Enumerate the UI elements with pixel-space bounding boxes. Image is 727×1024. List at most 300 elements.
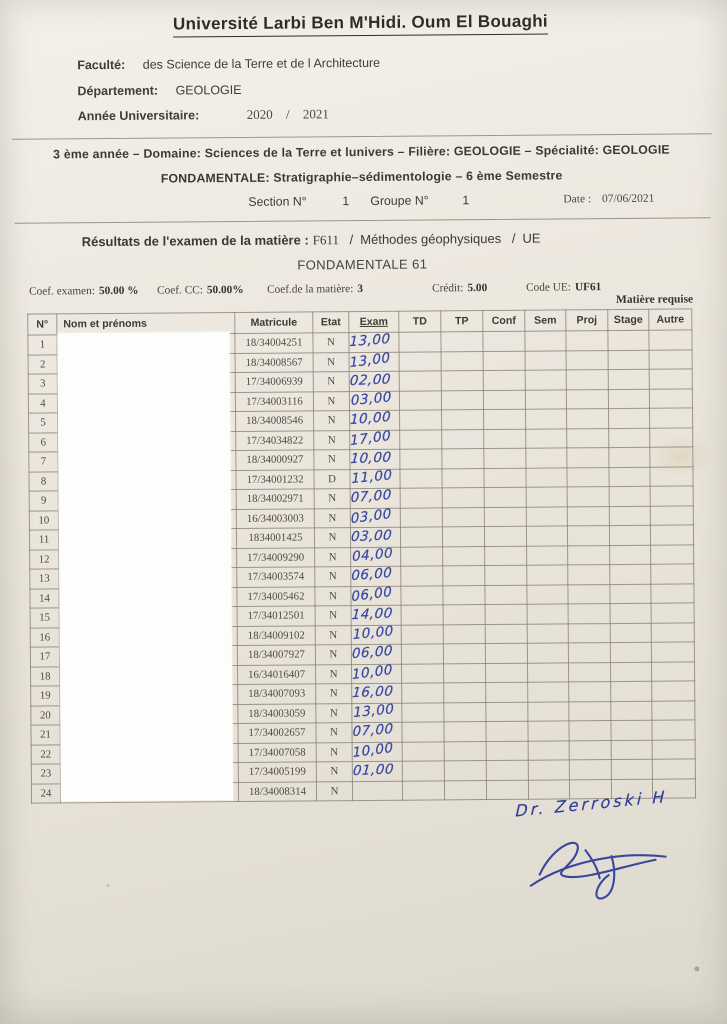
empty-cell <box>484 487 526 507</box>
empty-cell <box>608 369 649 389</box>
exam-mark-cell <box>349 349 399 372</box>
faculty-row <box>77 56 380 72</box>
row-number-cell-text: 14 <box>39 592 50 605</box>
empty-cell <box>401 585 443 605</box>
empty-cell <box>444 761 486 781</box>
empty-cell <box>566 350 608 370</box>
empty-cell <box>484 468 526 488</box>
empty-cell <box>608 350 649 370</box>
etat-cell-text: N <box>328 550 337 564</box>
matricule-cell-text: 17/34006939 <box>245 375 303 389</box>
empty-cell <box>567 487 609 507</box>
empty-cell <box>650 486 693 506</box>
exam-mark-cell-text: 10,00 <box>349 409 392 429</box>
coef-cc-label: Coef. CC: <box>157 284 203 297</box>
matricule-cell <box>237 586 315 606</box>
matricule-cell-text: 18/34003059 <box>248 707 306 720</box>
matricule-cell <box>238 781 316 801</box>
empty-cell <box>400 449 442 469</box>
row-number-cell-text: 23 <box>40 767 52 780</box>
empty-cell <box>611 701 652 721</box>
matricule-cell <box>236 489 314 509</box>
empty-cell <box>484 429 526 449</box>
column-header <box>566 310 608 331</box>
empty-cell <box>444 780 486 800</box>
row-number-cell <box>31 744 60 764</box>
matricule-cell-text: 18/34008567 <box>245 356 303 369</box>
matricule-cell-text: 17/34003574 <box>247 570 305 584</box>
empty-cell <box>483 331 525 351</box>
etat-cell <box>316 684 352 704</box>
row-number-cell <box>29 530 58 550</box>
matricule-cell <box>237 547 315 567</box>
matricule-cell <box>238 703 316 723</box>
credit <box>432 282 487 294</box>
exam-mark-cell <box>350 466 400 489</box>
etat-cell <box>315 625 351 645</box>
row-number-cell <box>31 686 60 706</box>
etat-cell <box>314 430 350 450</box>
empty-cell <box>441 351 483 371</box>
column-header-label: Matricule <box>250 316 298 329</box>
coef-cc <box>157 284 244 297</box>
etat-cell-text: N <box>330 745 339 759</box>
coef-matiere-label: Coef.de la matière: <box>267 283 354 296</box>
signature-scribble <box>525 828 678 909</box>
empty-cell <box>443 605 485 625</box>
empty-cell <box>484 409 526 429</box>
matricule-cell <box>238 742 316 762</box>
empty-cell <box>609 447 650 467</box>
empty-cell <box>566 331 608 351</box>
row-number-cell <box>31 666 60 686</box>
empty-cell <box>444 683 486 703</box>
row-number-cell <box>31 705 60 725</box>
exam-mark-cell <box>352 761 402 781</box>
empty-cell <box>568 643 610 663</box>
empty-cell <box>610 642 651 662</box>
empty-cell <box>566 370 608 390</box>
column-header-label: N° <box>36 318 49 331</box>
row-number-cell-text: 17 <box>39 650 51 663</box>
exam-mark-cell <box>351 566 401 586</box>
empty-cell <box>402 722 444 742</box>
row-number-cell <box>30 647 59 667</box>
empty-cell <box>610 545 651 565</box>
empty-cell <box>486 721 528 741</box>
empty-cell <box>528 682 569 702</box>
matricule-cell <box>237 645 315 665</box>
matricule-cell-text: 18/34002971 <box>246 492 304 506</box>
empty-cell <box>652 739 695 759</box>
etat-cell-text: N <box>328 511 337 525</box>
row-number-cell-text: 18 <box>39 670 51 683</box>
empty-cell <box>608 330 649 350</box>
empty-cell <box>526 487 567 507</box>
empty-cell <box>399 390 441 410</box>
row-number-cell-text: 21 <box>40 728 51 741</box>
etat-cell <box>315 645 351 665</box>
row-number-cell <box>31 764 60 784</box>
empty-cell <box>528 701 569 721</box>
empty-cell <box>485 624 527 644</box>
empty-cell <box>611 720 652 740</box>
etat-cell <box>316 742 352 762</box>
empty-cell <box>442 488 484 508</box>
section-label: Section N° <box>248 194 307 209</box>
date-value: 07/06/2021 <box>601 192 655 206</box>
exam-mark-cell <box>349 371 399 391</box>
empty-cell <box>483 351 525 371</box>
empty-cell <box>608 408 649 428</box>
empty-cell <box>441 390 483 410</box>
empty-cell <box>526 526 567 546</box>
etat-cell-text: N <box>327 453 336 466</box>
matricule-cell-text: 18/34004251 <box>245 336 303 350</box>
empty-cell <box>527 662 568 682</box>
etat-cell <box>313 333 349 353</box>
etat-cell-text: N <box>329 609 338 622</box>
empty-cell <box>527 604 568 624</box>
code-ue-label: Code UE: <box>526 281 571 294</box>
signature-name: Dr. Zerroski H <box>515 786 668 821</box>
row-number-cell-text: 7 <box>40 455 47 468</box>
empty-cell <box>611 681 652 701</box>
matricule-cell-text: 17/34003116 <box>246 395 303 408</box>
empty-cell <box>485 565 527 585</box>
matricule-cell <box>236 450 314 470</box>
column-header-label: TD <box>412 315 427 328</box>
etat-cell <box>315 547 351 567</box>
etat-cell-text: D <box>328 472 336 486</box>
section-value: 1 <box>342 194 350 209</box>
empty-cell <box>609 486 650 506</box>
year-row <box>78 106 329 124</box>
program-line-2: FONDAMENTALE: Stratigraphie–sédimentologie – 6 ème Semestre <box>160 168 563 186</box>
department-row <box>77 83 241 98</box>
empty-cell <box>527 623 568 643</box>
row-number-cell-text: 16 <box>39 631 51 644</box>
row-number-cell <box>31 783 60 803</box>
empty-cell <box>402 780 444 800</box>
empty-cell <box>527 545 568 565</box>
matricule-cell <box>238 723 316 743</box>
exam-mark-cell <box>351 605 401 625</box>
matiere-requise-note: Matière requise <box>615 293 694 307</box>
empty-cell <box>485 643 527 663</box>
subject-name: Méthodes géophysiques <box>360 230 502 248</box>
matricule-cell-text: 18/34009102 <box>247 629 305 642</box>
row-number-cell-text: 20 <box>39 709 51 722</box>
empty-cell <box>444 741 486 761</box>
empty-cell <box>443 624 485 644</box>
empty-cell <box>402 702 444 722</box>
exam-mark-cell <box>349 427 400 450</box>
etat-cell-text: N <box>329 706 338 720</box>
year-label: Année Universitaire: <box>77 108 200 124</box>
empty-cell <box>400 527 442 547</box>
column-header <box>525 310 566 331</box>
etat-cell-text: N <box>327 375 336 388</box>
empty-cell <box>401 605 443 625</box>
etat-cell-text: N <box>329 667 338 681</box>
matricule-cell <box>236 508 314 528</box>
empty-cell <box>526 467 567 487</box>
empty-cell <box>442 429 484 449</box>
row-number-cell <box>29 491 58 511</box>
empty-cell <box>527 643 568 663</box>
exam-mark-cell <box>351 583 401 606</box>
exam-mark-cell-text: 06,00 <box>351 643 394 663</box>
empty-cell <box>652 700 695 720</box>
column-header-label: TP <box>454 315 469 328</box>
exam-mark-cell <box>351 661 401 684</box>
paper-speck <box>107 884 110 887</box>
column-header-label: Stage <box>613 313 643 327</box>
matricule-cell <box>236 411 314 431</box>
university-title: Université Larbi Ben M'Hidi. Oum El Bouaghi <box>173 12 548 38</box>
exam-mark-cell-text: 03,00 <box>350 388 393 409</box>
etat-cell-text: N <box>329 648 338 661</box>
groupe-value: 1 <box>462 193 470 208</box>
exam-mark-cell <box>351 544 401 567</box>
empty-cell <box>400 468 442 488</box>
row-number-cell-text: 1 <box>39 338 46 351</box>
exam-mark-cell-text: 11,00 <box>351 466 393 487</box>
department-value: GEOLOGIE <box>175 82 242 98</box>
row-number-cell <box>28 335 57 355</box>
empty-cell <box>486 682 528 702</box>
empty-cell <box>525 389 566 409</box>
empty-cell <box>567 428 609 448</box>
etat-cell-text: N <box>327 414 336 427</box>
empty-cell <box>652 681 695 701</box>
empty-cell <box>485 585 527 605</box>
etat-cell-text: N <box>330 726 338 739</box>
matricule-cell <box>238 664 316 684</box>
empty-cell <box>526 409 567 429</box>
empty-cell <box>486 702 528 722</box>
empty-cell <box>401 566 443 586</box>
empty-cell <box>609 525 650 545</box>
row-number-cell-text: 11 <box>38 533 50 546</box>
empty-cell <box>441 371 483 391</box>
matricule-cell-text: 1834001425 <box>248 531 303 545</box>
empty-cell <box>484 507 526 527</box>
empty-cell <box>526 506 567 526</box>
empty-cell <box>568 662 610 682</box>
empty-cell <box>649 349 692 369</box>
matricule-cell-text: 17/34007058 <box>248 746 306 759</box>
results-label: Résultats de l'examen de la matière : <box>81 232 309 250</box>
empty-cell <box>649 369 692 389</box>
empty-cell <box>401 663 443 683</box>
divider-middle <box>15 217 711 224</box>
empty-cell <box>525 350 566 370</box>
empty-cell <box>442 449 484 469</box>
empty-cell <box>484 448 526 468</box>
empty-cell <box>526 448 567 468</box>
empty-cell <box>568 604 610 624</box>
etat-cell-text: N <box>329 628 338 642</box>
divider-top <box>12 133 712 140</box>
empty-cell <box>649 330 692 350</box>
empty-cell <box>567 409 609 429</box>
matricule-cell-text: 16/34016407 <box>248 668 306 681</box>
exam-mark-cell <box>352 683 402 703</box>
empty-cell <box>400 507 442 527</box>
exam-mark-cell-text: 04,00 <box>351 544 394 565</box>
page-title <box>0 10 724 39</box>
row-number-cell <box>29 413 58 433</box>
column-header-label: Etat <box>320 316 341 329</box>
exam-mark-cell <box>352 700 402 723</box>
empty-cell <box>443 663 485 683</box>
exam-mark-cell-text: 13,00 <box>349 331 391 351</box>
empty-cell <box>567 467 609 487</box>
empty-cell <box>610 603 651 623</box>
matricule-cell <box>236 528 314 548</box>
year-value: 2020 / 2021 <box>246 106 329 122</box>
exam-mark-cell-text: 07,00 <box>352 721 394 741</box>
empty-cell <box>443 585 485 605</box>
etat-cell-text: N <box>329 589 337 603</box>
column-header <box>441 311 483 332</box>
row-number-cell-text: 13 <box>38 572 50 585</box>
empty-cell <box>401 624 443 644</box>
column-header <box>649 309 692 330</box>
etat-cell-text: N <box>328 531 337 544</box>
department-label: Département: <box>77 83 159 99</box>
row-number-cell <box>28 393 57 413</box>
exam-mark-cell-text: 17,00 <box>349 427 392 449</box>
empty-cell <box>569 682 611 702</box>
slash-2: / <box>511 230 516 246</box>
column-header <box>349 311 399 332</box>
row-number-cell <box>30 569 59 589</box>
empty-cell <box>610 564 651 584</box>
empty-cell <box>651 642 694 662</box>
etat-cell-text: N <box>327 355 336 369</box>
matricule-cell-text: 17/34002657 <box>248 726 306 740</box>
empty-cell <box>441 332 483 352</box>
date-row <box>563 193 654 206</box>
exam-mark-cell <box>350 488 400 508</box>
code-ue-value: UF61 <box>574 281 602 294</box>
etat-cell <box>316 762 352 782</box>
matricule-cell-text: 16/34003003 <box>246 512 304 525</box>
column-header <box>483 310 525 331</box>
empty-cell <box>650 525 693 545</box>
empty-cell <box>401 644 443 664</box>
empty-cell <box>443 566 485 586</box>
matricule-cell-text: 18/34000927 <box>246 453 304 467</box>
empty-cell <box>609 428 650 448</box>
empty-cell <box>401 546 443 566</box>
empty-cell <box>528 740 569 760</box>
empty-cell <box>566 389 608 409</box>
exam-mark-cell <box>350 449 400 469</box>
matricule-cell <box>236 430 314 450</box>
row-number-cell-text: 9 <box>40 494 47 507</box>
matricule-cell-text: 17/34009290 <box>247 551 305 564</box>
empty-cell <box>568 565 610 585</box>
etat-cell-text: N <box>327 433 336 447</box>
empty-cell <box>485 663 527 683</box>
empty-cell <box>442 410 484 430</box>
etat-cell <box>314 450 350 470</box>
empty-cell <box>611 740 652 760</box>
coef-examen-value: 50.00 % <box>98 284 139 298</box>
empty-cell <box>652 720 695 740</box>
column-header <box>399 311 441 332</box>
empty-cell <box>399 332 441 352</box>
empty-cell <box>525 331 566 351</box>
empty-cell <box>443 546 485 566</box>
empty-cell <box>610 584 651 604</box>
row-number-cell <box>30 608 59 628</box>
etat-cell <box>314 469 350 489</box>
empty-cell <box>486 780 528 800</box>
matricule-cell <box>237 567 315 587</box>
column-header-label: Conf <box>491 314 516 327</box>
column-header-label: Nom et prénoms <box>63 317 147 331</box>
empty-cell <box>651 544 694 564</box>
column-header-label: Autre <box>656 313 685 326</box>
column-header-label: Proj <box>576 314 598 327</box>
slash-1: / <box>349 232 354 248</box>
empty-cell <box>569 721 611 741</box>
credit-value: 5.00 <box>467 282 488 295</box>
exam-mark-cell-text: 14,00 <box>351 605 394 624</box>
coef-examen-label: Coef. examen: <box>29 285 95 298</box>
empty-cell <box>400 410 442 430</box>
empty-cell <box>651 564 694 584</box>
empty-cell <box>610 623 651 643</box>
row-number-cell <box>30 627 59 647</box>
empty-cell <box>400 488 442 508</box>
etat-cell <box>315 586 351 606</box>
code-ue <box>526 281 601 294</box>
exam-mark-cell-text: 13,00 <box>349 349 391 371</box>
exam-mark-cell-text: 10,00 <box>349 449 393 468</box>
matricule-cell <box>235 333 313 353</box>
etat-cell <box>316 703 352 723</box>
matricule-cell <box>235 352 313 372</box>
row-number-cell <box>28 374 57 394</box>
matricule-cell <box>238 762 316 782</box>
row-number-cell-text: 10 <box>38 514 50 527</box>
matricule-cell-text: 18/34008546 <box>246 414 304 428</box>
etat-cell <box>314 489 350 509</box>
exam-mark-cell <box>352 739 402 762</box>
faculty-value: des Science de la Terre et de l Architecture <box>142 55 381 72</box>
row-number-cell-text: 3 <box>40 377 46 390</box>
empty-cell <box>399 371 441 391</box>
redaction-box <box>57 332 233 801</box>
faculty-label: Faculté: <box>77 57 126 73</box>
empty-cell <box>651 622 694 642</box>
exam-mark-cell <box>351 644 401 664</box>
empty-cell <box>402 683 444 703</box>
empty-cell <box>442 527 484 547</box>
exam-mark-cell-text: 01,00 <box>352 761 395 780</box>
empty-cell <box>527 565 568 585</box>
empty-cell <box>444 702 486 722</box>
empty-cell <box>651 661 694 681</box>
empty-cell <box>568 545 610 565</box>
empty-cell <box>651 583 694 603</box>
